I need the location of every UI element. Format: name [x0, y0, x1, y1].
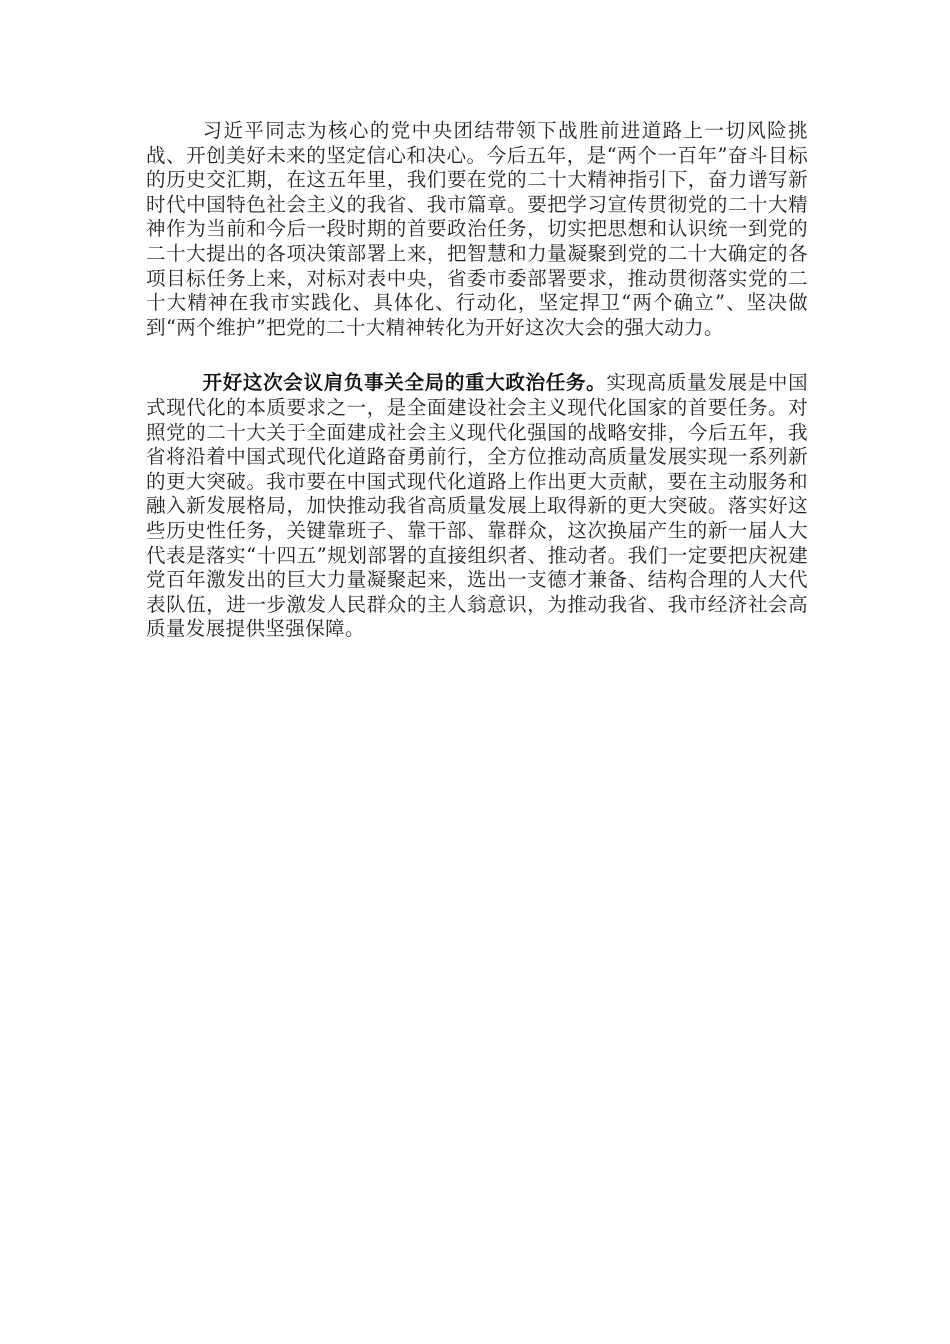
paragraph-2-lead: 开好这次会议肩负事关全局的重大政治任务。	[202, 371, 607, 395]
paragraph-2	[146, 371, 808, 642]
document-body	[146, 119, 808, 642]
paragraph-1	[146, 119, 808, 340]
paragraph-1-text: 习近平同志为核心的党中央团结带领下战胜前进道路上一切风险挑战、开创美好未来的坚定信心和决心。今后五年，是“两个一百年”奋斗目标的历史交汇期，在这五年里，我们要在党的二十大精神指引下，奋力谱写新时代中国特色社会主义的我省、我市篇章。要把学习宣传贯彻党的二十大精神作为当前和今后一段时期的首要政治任务，切实把思想和认识统一到党的二十大提出的各项决策部署上来，把智慧和力量凝聚到党的二十大确定的各项目标任务上来，对标对表中央，省委市委部署要求，推动贯彻落实党的二十大精神在我市实践化、具体化、行动化，坚定捍卫“两个确立”、坚决做到“两个维护”把党的二十大精神转化为开好这次大会的强大动力。	[146, 119, 808, 339]
paragraph-2-text: 实现高质量发展是中国式现代化的本质要求之一，是全面建设社会主义现代化国家的首要任务。对照党的二十大关于全面建成社会主义现代化强国的战略安排，今后五年，我省将沿着中国式现代化道路奋勇前行，全方位推动高质量发展实现一系列新的更大突破。我市要在中国式现代化道路上作出更大贡献，要在主动服务和融入新发展格局，加快推动我省高质量发展上取得新的更大突破。落实好这些历史性任务，关键靠班子、靠干部、靠群众，这次换届产生的新一届人大代表是落实“十四五”规划部署的直接组织者、推动者。我们一定要把庆祝建党百年激发出的巨大力量凝聚起来，选出一支德才兼备、结构合理的人大代表队伍，进一步激发人民群众的主人翁意识，为推动我省、我市经济社会高质量发展提供坚强保障。	[146, 371, 808, 641]
